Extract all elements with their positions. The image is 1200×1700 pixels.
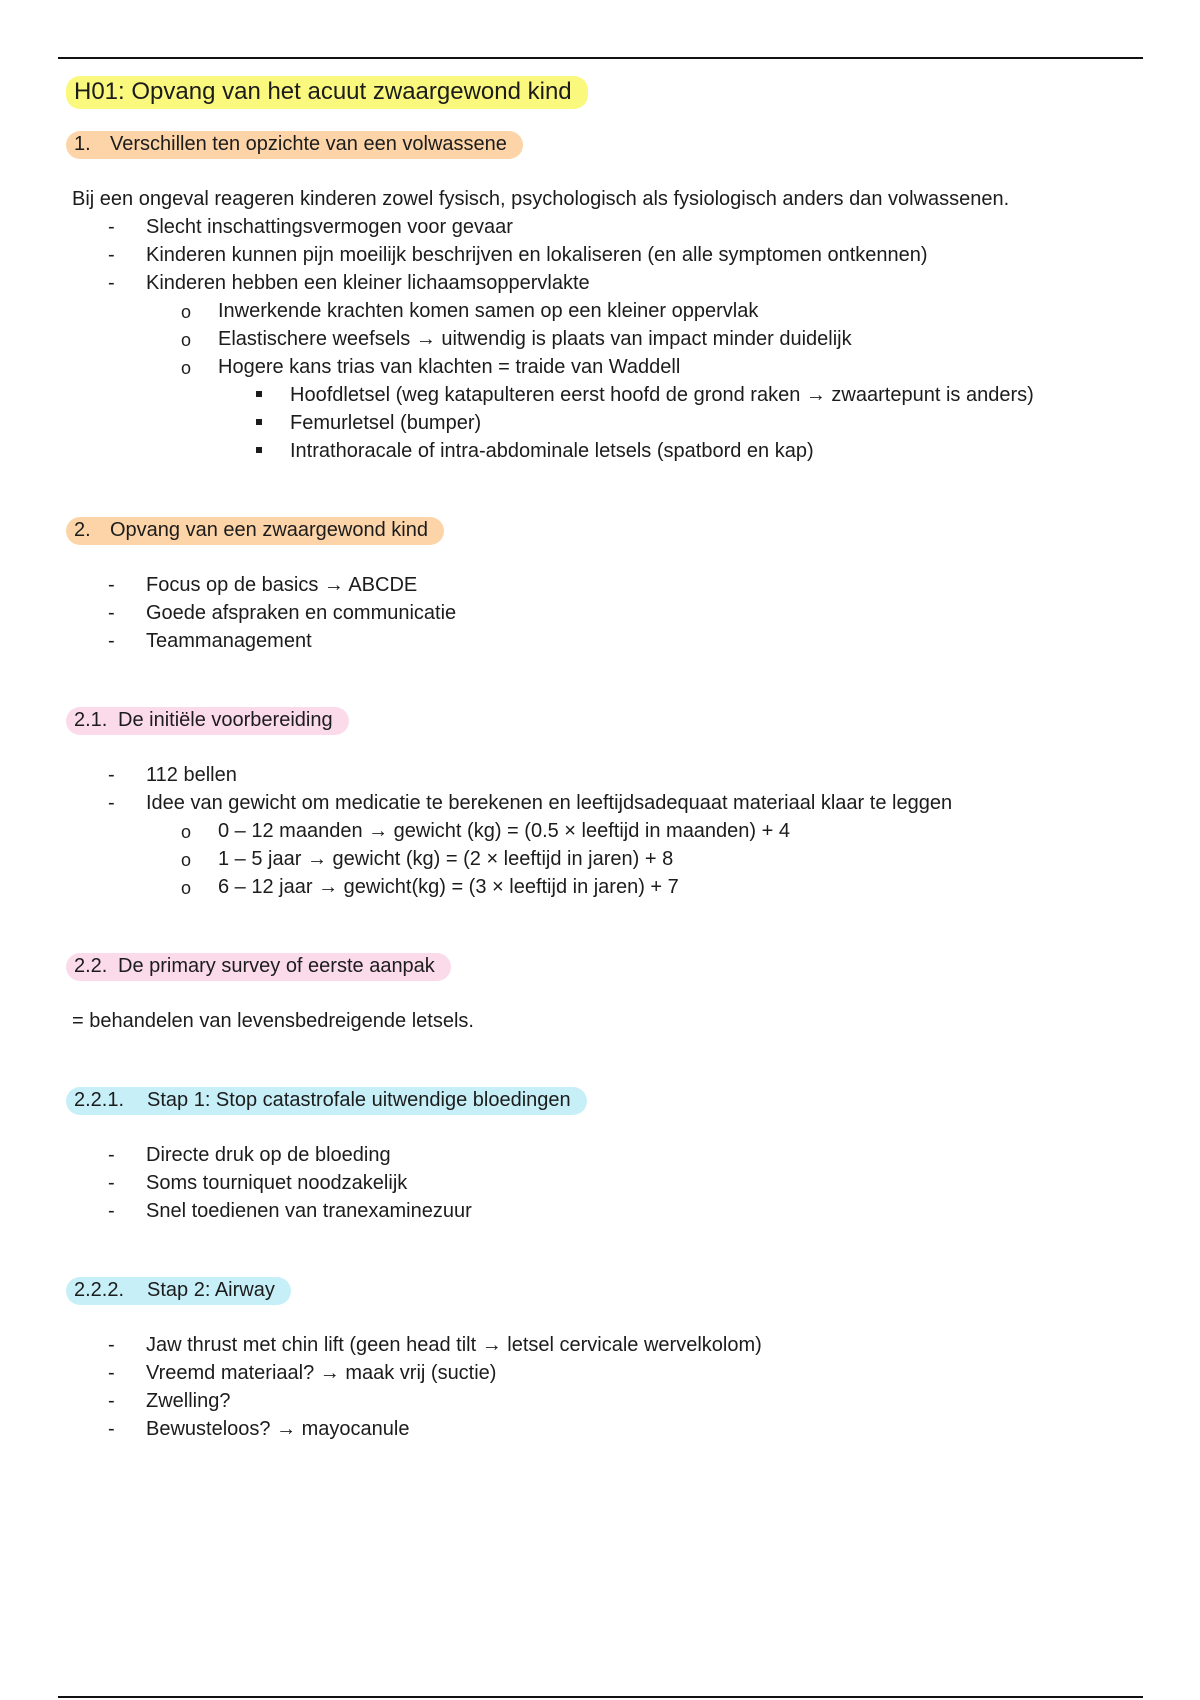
section-1-subsublist <box>218 381 1152 465</box>
section-2-1-sublist <box>146 817 1152 901</box>
section-1-list <box>72 213 1152 465</box>
section-2-2-1-title: Stap 1: Stop catastrofale uitwendige bloedingen <box>147 1089 571 1111</box>
section-2-number: 2. <box>74 519 91 541</box>
page-title <box>72 76 1152 109</box>
section-2-list <box>72 571 1152 655</box>
section-1-intro: Bij een ongeval reageren kinderen zowel fysisch, psychologisch als fysiologisch anders dan volwassenen. <box>72 188 1010 210</box>
sublist-item <box>146 353 1152 465</box>
subsublist-item: Femurletsel (bumper) <box>218 409 1152 437</box>
section-2-2-2-list <box>72 1331 1152 1443</box>
list-item: - Soms tourniquet noodzakelijk <box>72 1169 1152 1197</box>
section-2-2-heading <box>72 953 1152 981</box>
section-2-2-title: De primary survey of eerste aanpak <box>118 955 435 977</box>
subsublist-item: Intrathoracale of intra-abdominale letsels (spatbord en kap) <box>218 437 1152 465</box>
section-2-2-1-heading <box>72 1087 1152 1115</box>
sublist-item: o 0 – 12 maanden → gewicht (kg) = (0.5 × leeftijd in maanden) + 4 <box>146 817 1152 845</box>
list-item: - 112 bellen <box>72 761 1152 789</box>
subsublist-item: Hoofdletsel (weg katapulteren eerst hoofd de grond raken → zwaartepunt is anders) <box>218 381 1152 409</box>
section-1-heading <box>72 131 1152 159</box>
list-item: - Focus op de basics → ABCDE <box>72 571 1152 599</box>
list-item: - Kinderen kunnen pijn moeilijk beschrijven en lokaliseren (en alle symptomen ontkennen) <box>72 241 1152 269</box>
list-item: - Goede afspraken en communicatie <box>72 599 1152 627</box>
document-body <box>72 70 1152 1443</box>
list-item: - Snel toedienen van tranexaminezuur <box>72 1197 1152 1225</box>
sublist-item: o Elastischere weefsels → uitwendig is plaats van impact minder duidelijk <box>146 325 1152 353</box>
section-1-highlight <box>66 131 523 159</box>
list-item: - Slecht inschattingsvermogen voor gevaar <box>72 213 1152 241</box>
top-rule <box>58 57 1143 59</box>
list-item: - Directe druk op de bloeding <box>72 1141 1152 1169</box>
sublist-item: o Inwerkende krachten komen samen op een kleiner oppervlak <box>146 297 1152 325</box>
section-2-1-heading <box>72 707 1152 735</box>
list-item-text: Kinderen hebben een kleiner lichaamsoppervlakte <box>146 272 590 294</box>
list-item <box>72 789 1152 901</box>
list-item: - Vreemd materiaal? → maak vrij (suctie) <box>72 1359 1152 1387</box>
list-item: - Bewusteloos? → mayocanule <box>72 1415 1152 1443</box>
sublist-item: o 1 – 5 jaar → gewicht (kg) = (2 × leeftijd in jaren) + 8 <box>146 845 1152 873</box>
section-2-2-1-list <box>72 1141 1152 1225</box>
section-2-title: Opvang van een zwaargewond kind <box>110 519 428 541</box>
section-2-2-2-highlight <box>66 1277 291 1305</box>
section-2-highlight <box>66 517 444 545</box>
sublist-item: o 6 – 12 jaar → gewicht(kg) = (3 × leeftijd in jaren) + 7 <box>146 873 1152 901</box>
title-highlight: H01: Opvang van het acuut zwaargewond kind <box>66 76 588 109</box>
section-2-2-2-title: Stap 2: Airway <box>147 1279 275 1301</box>
section-2-2-1-highlight <box>66 1087 587 1115</box>
section-2-1-number: 2.1. <box>74 709 108 731</box>
bottom-rule <box>58 1696 1143 1698</box>
sublist-item-text: Hogere kans trias van klachten = traide van Waddell <box>218 356 681 378</box>
section-2-1-title: De initiële voorbereiding <box>118 709 333 731</box>
list-item: - Jaw thrust met chin lift (geen head tilt → letsel cervicale wervelkolom) <box>72 1331 1152 1359</box>
section-2-1-list <box>72 761 1152 901</box>
section-1-sublist <box>146 297 1152 465</box>
section-2-2-intro: = behandelen van levensbedreigende letsels. <box>72 1010 474 1032</box>
section-1-title: Verschillen ten opzichte van een volwassene <box>110 133 507 155</box>
section-2-2-2-heading <box>72 1277 1152 1305</box>
list-item <box>72 269 1152 465</box>
list-item: - Teammanagement <box>72 627 1152 655</box>
section-2-heading <box>72 517 1152 545</box>
list-item: - Zwelling? <box>72 1387 1152 1415</box>
section-2-2-number: 2.2. <box>74 955 108 977</box>
section-2-2-1-number: 2.2.1. <box>74 1089 125 1111</box>
section-2-2-2-number: 2.2.2. <box>74 1279 125 1301</box>
section-2-2-highlight <box>66 953 451 981</box>
section-2-1-highlight <box>66 707 349 735</box>
section-1-number: 1. <box>74 133 91 155</box>
list-item-text: Idee van gewicht om medicatie te berekenen en leeftijdsadequaat materiaal klaar te leggen <box>146 792 953 814</box>
